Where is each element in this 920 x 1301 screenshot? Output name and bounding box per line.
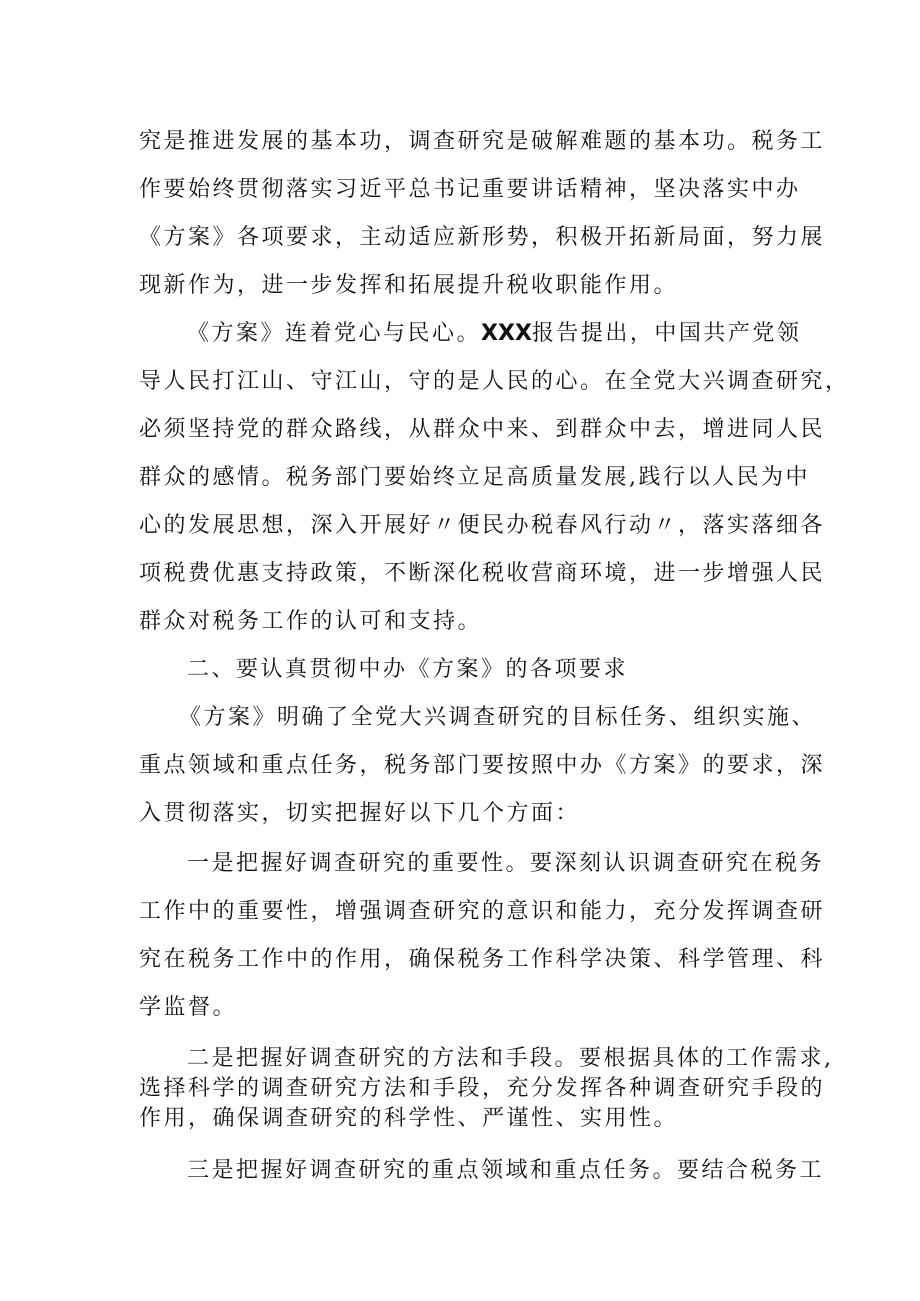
paragraph-line: 《方案》各项要求，主动适应新形势，积极开拓新局面，努力展: [139, 225, 826, 250]
paragraph-line: 必须坚持党的群众路线，从群众中来、到群众中去，增进同人民: [139, 417, 826, 442]
paragraph-text-start: 《方案》连着党心与民心。: [187, 321, 482, 346]
section-heading: 二、要认真贯彻中办《方案》的各项要求: [187, 657, 629, 682]
paragraph-line: 工作中的重要性，增强调查研究的意识和能力，充分发挥调查研: [139, 899, 826, 924]
paragraph-continuation: [139, 118, 826, 310]
paragraph-line: 选择科学的调查研究方法和手段，充分发挥各种调查研究手段的: [139, 1076, 826, 1101]
paragraph-line: 一是把握好调查研究的重要性。要深刻认识调查研究在税务: [187, 851, 825, 876]
paragraph-line: 究是推进发展的基本功，调查研究是破解难题的基本功。税务工: [139, 129, 826, 154]
paragraph-first-line: [139, 310, 802, 358]
paragraph-line: 三是把握好调查研究的重点领域和重点任务。要结合税务工: [187, 1158, 825, 1183]
paragraph-line: 作用，确保调查研究的科学性、严谨性、实用性。: [139, 1106, 679, 1131]
paragraph-key-areas: [139, 1147, 825, 1195]
paragraph-line: 《方案》明确了全党大兴调查研究的目标任务、组织实施、: [179, 705, 817, 730]
paragraph-line: 入贯彻落实，切实把握好以下几个方面：: [139, 801, 581, 826]
paragraph-line: 重点领域和重点任务，税务部门要按照中办《方案》的要求，深: [139, 753, 826, 778]
paragraph-line: 心的发展思想，深入开展好〃便民办税春风行动〃，落实落细各: [139, 513, 826, 538]
paragraph-research-methods: [139, 1044, 834, 1134]
paragraph-plan-requirements: [139, 694, 826, 838]
paragraph-line: 学监督。: [139, 995, 238, 1020]
paragraph-line: 项税费优惠支持政策，不断深化税收营商环境，进一步增强人民: [139, 561, 826, 586]
paragraph-line: 群众对税务工作的认可和支持。: [139, 609, 483, 634]
paragraph-plan-connects-party-and-people: [139, 310, 850, 646]
paragraph-line: 二是把握好调查研究的方法和手段。要根据具体的工作需求,: [187, 1046, 834, 1071]
paragraph-line: 作要始终贯彻落实习近平总书记重要讲话精神，坚决落实中办: [139, 177, 801, 202]
paragraph-line: 群众的感情。税务部门要始终立足高质量发展,践行以人民为中: [139, 465, 810, 490]
paragraph-line: 导人民打江山、守江山，守的是人民的心。在全党大兴调查研究，: [139, 369, 850, 394]
redacted-report-name: XXX: [481, 321, 532, 346]
paragraph-text-end: 报告提出，中国共产党领: [531, 321, 802, 346]
paragraph-line: 现新作为，进一步发挥和拓展提升税收职能作用。: [139, 273, 679, 298]
paragraph-line: 究在税务工作中的作用，确保税务工作科学决策、科学管理、科: [139, 947, 826, 972]
paragraph-importance-of-research: [139, 840, 826, 1032]
